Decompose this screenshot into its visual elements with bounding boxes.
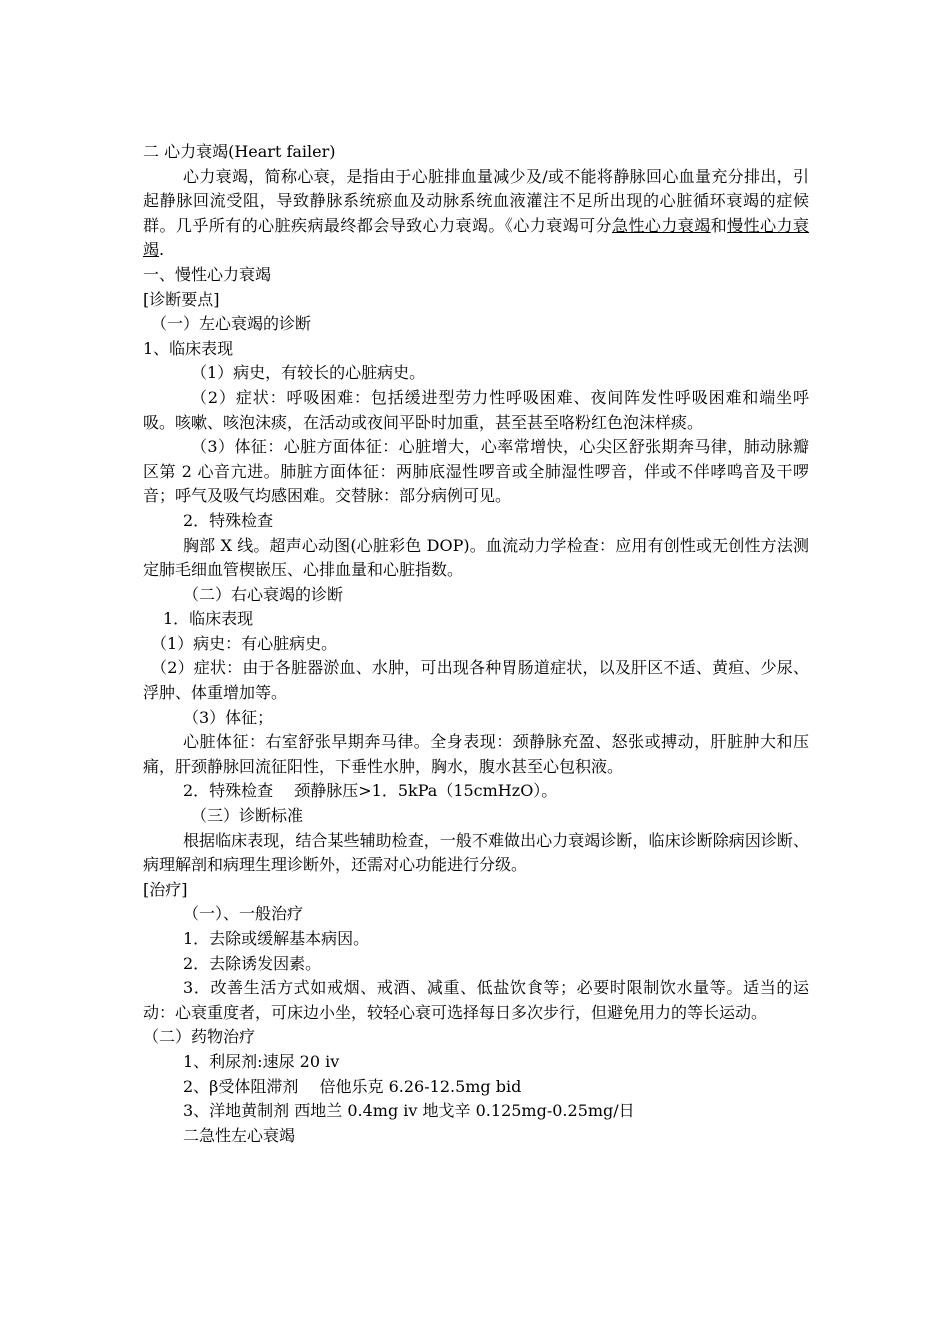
section-tag: [治疗] (143, 879, 188, 899)
paragraph: （2）症状：由于各脏器淤血、水肿，可出现各种胃肠道症状，以及肝区不适、黄疸、少尿、浮肿、体重增加等。 (143, 658, 809, 703)
paragraph: 2．特殊检查 颈静脉压>1．5kPa（15cmHzO）。 (183, 781, 558, 801)
intro-connector: 和 (710, 215, 728, 235)
subsection-heading: （三）诊断标准 (191, 806, 304, 826)
subsection-heading: （二）药物治疗 (143, 1027, 256, 1047)
list-item: 3．改善生活方式如戒烟、戒酒、减重、低盐饮食等；必要时限制饮水量等。适当的运动：心衰重度者，可床边小坐，较轻心衰可选择每日多次步行，但避免用力的等长运动。 (143, 978, 809, 1022)
subsection-heading: （一）左心衰竭的诊断 (151, 314, 312, 334)
item-heading: 1、临床表现 (143, 338, 234, 358)
document-title: 二 心力衰竭(Heart failer) (143, 142, 336, 161)
paragraph: 心脏体征：右室舒张早期奔马律。全身表现：颈静脉充盈、怒张或搏动，肝脏肿大和压痛，肝颈静脉回流征阳性，下垂性水肿，胸水，腹水甚至心包积液。 (143, 732, 809, 776)
list-item: 2．去除诱发因素。 (183, 953, 322, 973)
section-tag: [诊断要点] (143, 289, 220, 309)
subsection-heading: （一）、一般治疗 (183, 904, 304, 924)
link-chronic-heart-failure[interactable]: 慢性心力衰竭 (143, 215, 809, 260)
paragraph: （3）体征； (183, 707, 274, 727)
paragraph: （1）病史，有较长的心脏病史。 (191, 363, 426, 383)
section-heading: 二急性左心衰竭 (183, 1125, 296, 1145)
paragraph: （1）病史：有心脏病史。 (151, 633, 338, 653)
subsection-heading: （二）右心衰竭的诊断 (183, 584, 344, 604)
paragraph: （2）症状：呼吸困难：包括缓进型劳力性呼吸困难、夜间阵发性呼吸困难和端坐呼吸。咳嗽、咳泡沫痰，在活动或夜间平卧时加重，甚至甚至咯粉红色泡沫样痰。 (143, 387, 809, 432)
list-item: 1、利尿剂:速尿 20 iv (183, 1051, 340, 1071)
intro-end: . (159, 240, 165, 260)
item-heading: 2．特殊检查 (183, 510, 274, 530)
paragraph: 根据临床表现，结合某些辅助检查，一般不难做出心力衰竭诊断，临床诊断除病因诊断、病理解剖和病理生理诊断外，还需对心功能进行分级。 (143, 830, 809, 875)
item-heading: 1．临床表现 (163, 609, 254, 629)
list-item: 3、洋地黄制剂 西地兰 0.4mg iv 地戈辛 0.125mg-0.25mg/日 (183, 1101, 635, 1121)
paragraph: （3）体征：心脏方面体征：心脏增大，心率常增快，心尖区舒张期奔马律，肺动脉瓣区第 2 心音亢进。肺脏方面体征：两肺底湿性啰音或全肺湿性啰音，伴或不伴哮鸣音及干啰音；呼气及吸气均感困难。交替脉：部分病例可见。 (143, 437, 809, 506)
link-acute-heart-failure[interactable]: 急性心力衰竭 (612, 215, 711, 235)
section-heading: 一、慢性心力衰竭 (143, 264, 272, 284)
paragraph: 胸部 X 线。超声心动图(心脏彩色 DOP)。血流动力学检查：应用有创性或无创性方法测定肺毛细血管楔嵌压、心排血量和心脏指数。 (143, 535, 809, 580)
document-body (143, 140, 809, 1148)
intro-text: 心力衰竭，简称心衰，是指由于心脏排血量减少及/或不能将静脉回心血量充分排出，引起静脉回流受阻，导致静脉系统瘀血及动脉系统血液灌注不足所出现的心脏循环衰竭的症候群。几乎所有的心脏疾病最终都会导致心力衰竭。《心力衰竭可分 (143, 166, 809, 235)
list-item: 2、β受体阻滞剂 倍他乐克 6.26-12.5mg bid (183, 1076, 522, 1096)
list-item: 1．去除或缓解基本病因。 (183, 929, 370, 948)
intro-paragraph (143, 165, 809, 263)
